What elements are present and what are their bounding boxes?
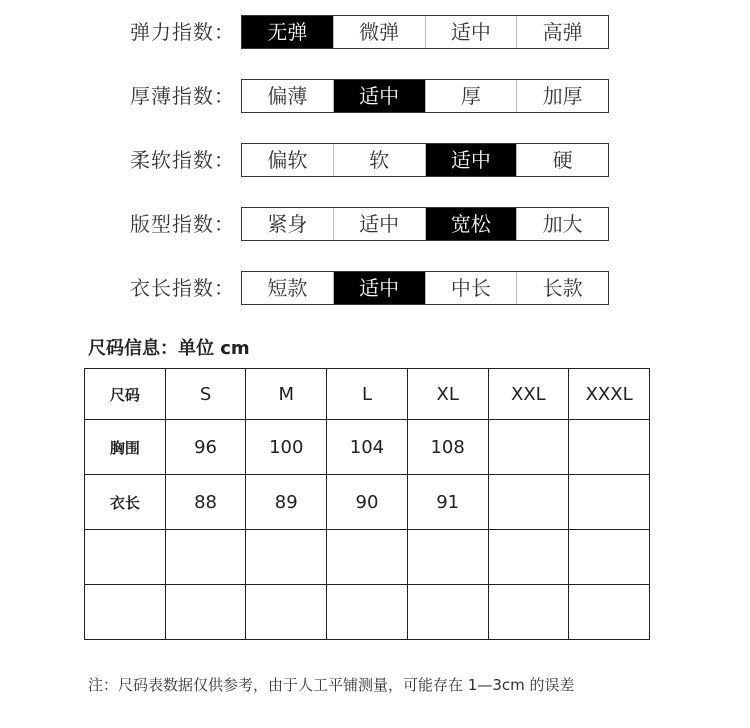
table-cell: 胸围 <box>85 420 166 475</box>
table-header-cell: M <box>246 369 327 420</box>
index-label: 版型指数： <box>130 212 235 236</box>
index-option: 加大 <box>516 208 608 240</box>
index-option: 高弹 <box>516 16 608 48</box>
index-option: 适中 <box>425 16 517 48</box>
index-label: 柔软指数： <box>130 148 235 172</box>
index-option: 适中 <box>333 80 425 112</box>
index-option: 宽松 <box>425 208 517 240</box>
index-options <box>241 15 609 49</box>
index-option: 适中 <box>333 208 425 240</box>
table-cell <box>488 420 569 475</box>
table-cell <box>85 530 166 585</box>
index-option: 中长 <box>425 272 517 304</box>
index-row-softness <box>0 143 750 177</box>
table-header-cell: XXXL <box>569 369 650 420</box>
table-row <box>85 475 650 530</box>
table-cell <box>569 585 650 640</box>
table-cell <box>569 475 650 530</box>
index-option: 硬 <box>516 144 608 176</box>
table-cell <box>488 475 569 530</box>
index-options <box>241 207 609 241</box>
table-cell: 100 <box>246 420 327 475</box>
table-cell: 89 <box>246 475 327 530</box>
index-label: 衣长指数： <box>130 276 235 300</box>
table-cell <box>407 585 488 640</box>
table-cell: 104 <box>327 420 408 475</box>
index-row-fit <box>0 207 750 241</box>
index-option: 厚 <box>425 80 517 112</box>
index-options <box>241 271 609 305</box>
index-option: 短款 <box>267 276 308 300</box>
table-header-cell: XXL <box>488 369 569 420</box>
table-header-cell: L <box>327 369 408 420</box>
table-cell: 108 <box>407 420 488 475</box>
table-header-cell: S <box>165 369 246 420</box>
index-options <box>241 143 609 177</box>
index-option: 偏薄 <box>267 84 308 108</box>
table-header-cell: 尺码 <box>85 369 166 420</box>
table-row <box>85 420 650 475</box>
table-cell: 衣长 <box>85 475 166 530</box>
table-cell: 88 <box>165 475 246 530</box>
table-row <box>85 585 650 640</box>
table-cell <box>165 585 246 640</box>
index-option: 紧身 <box>267 212 308 236</box>
table-cell <box>407 530 488 585</box>
size-info-title: 尺码信息：单位 cm <box>88 338 250 359</box>
table-cell: 91 <box>407 475 488 530</box>
table-header-row <box>85 369 650 420</box>
index-option: 适中 <box>425 144 517 176</box>
index-option: 长款 <box>516 272 608 304</box>
table-header-cell: XL <box>407 369 488 420</box>
index-option: 软 <box>333 144 425 176</box>
table-cell <box>165 530 246 585</box>
table-cell <box>327 530 408 585</box>
disclaimer-note: 注：尺码表数据仅供参考，由于人工平铺测量，可能存在 1—3cm 的误差 <box>88 676 575 694</box>
index-label: 弹力指数： <box>130 20 235 44</box>
table-cell <box>488 530 569 585</box>
index-row-thickness <box>0 79 750 113</box>
index-options <box>241 79 609 113</box>
index-option: 无弹 <box>242 16 333 48</box>
index-option: 适中 <box>333 272 425 304</box>
index-label: 厚薄指数： <box>130 84 235 108</box>
table-cell: 90 <box>327 475 408 530</box>
table-cell <box>246 530 327 585</box>
index-option: 加厚 <box>516 80 608 112</box>
table-cell <box>327 585 408 640</box>
table-row <box>85 530 650 585</box>
table-cell <box>569 420 650 475</box>
index-row-length <box>0 271 750 305</box>
table-cell: 96 <box>165 420 246 475</box>
size-table <box>84 368 650 640</box>
index-option: 偏软 <box>267 148 308 172</box>
table-cell <box>488 585 569 640</box>
table-cell <box>85 585 166 640</box>
table-cell <box>246 585 327 640</box>
index-option: 微弹 <box>333 16 425 48</box>
index-row-elasticity <box>0 15 750 49</box>
table-cell <box>569 530 650 585</box>
